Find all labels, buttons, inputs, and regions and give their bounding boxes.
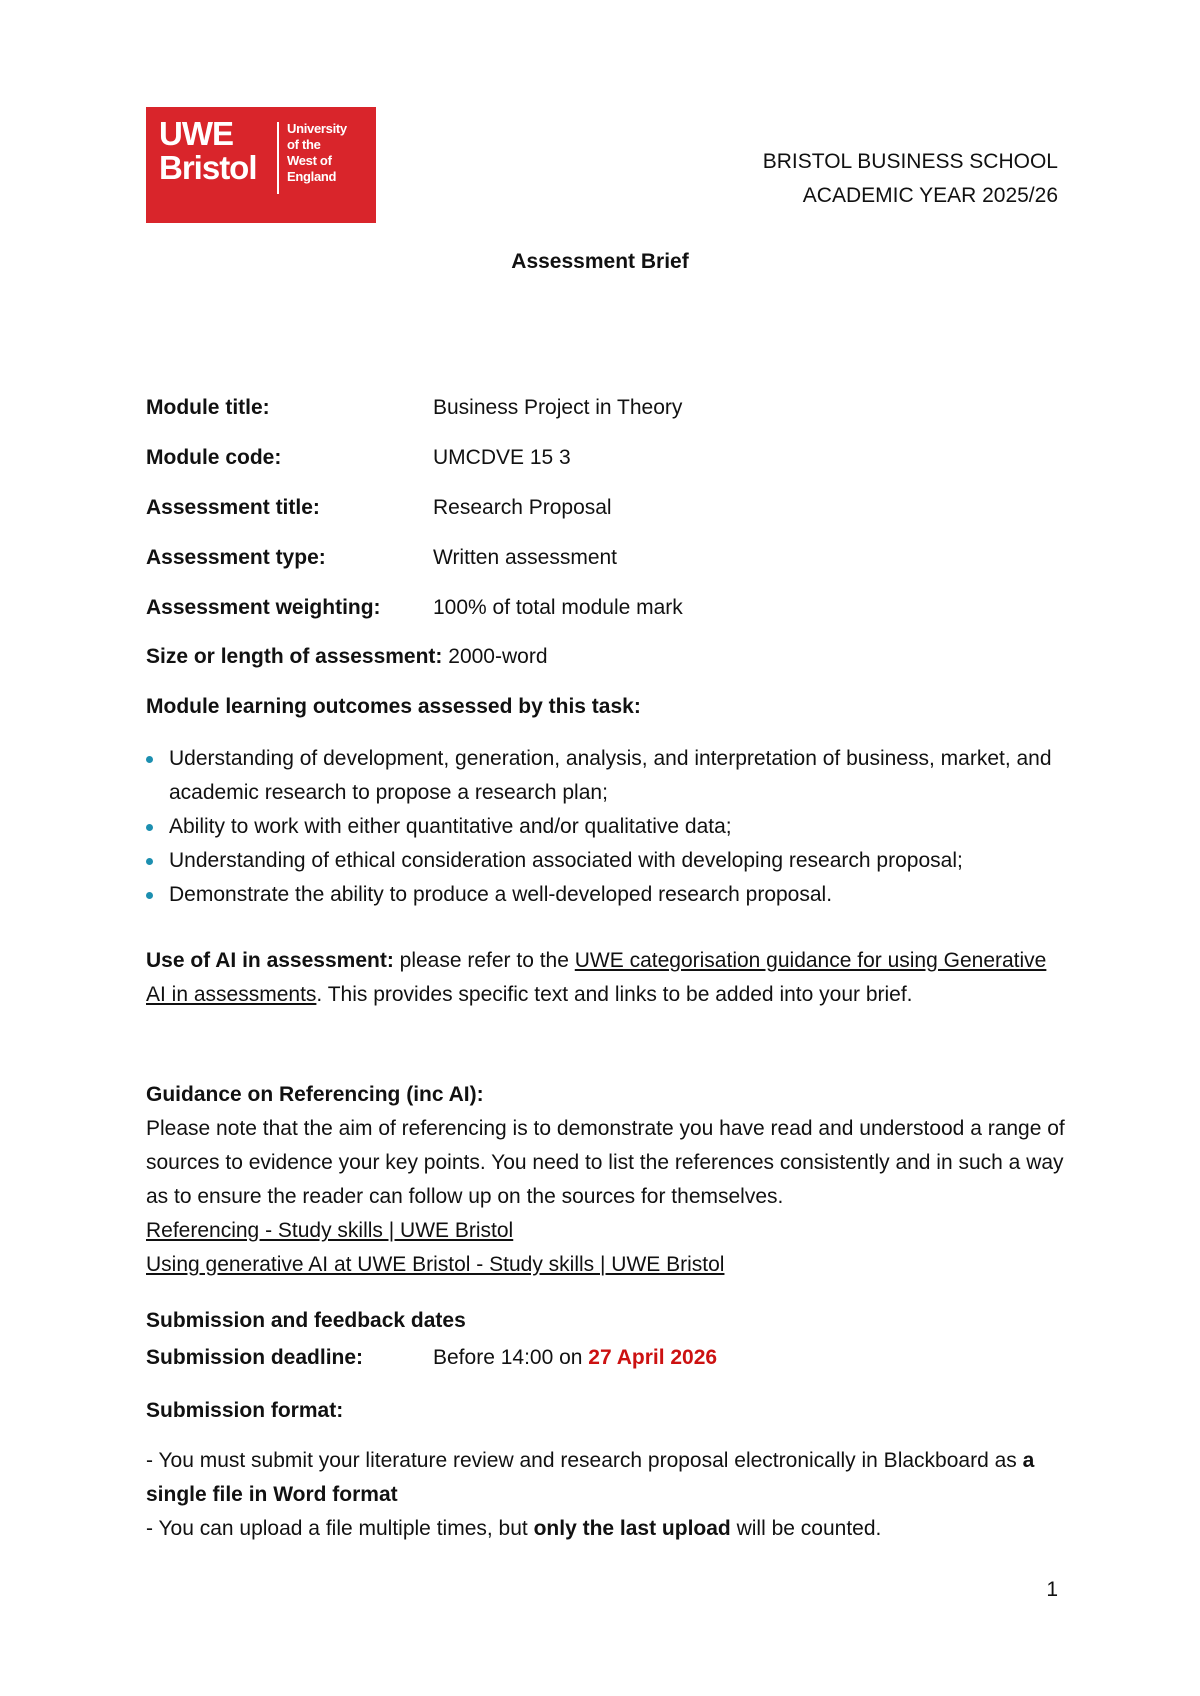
deadline-date: 27 April 2026 (588, 1346, 718, 1369)
page-title: Assessment Brief (511, 250, 689, 273)
document-page: UWE Bristol University of the West of England BRISTOL BUSINESS SCHOOL ACADEMIC YEAR 2025/26 Assessment Brief Module title: Business Project in Theory Module code: UMCDVE 15 3 Assessment title: Research Proposal Assessment type: Written assessment Assessment weighting: 100% of total module mark Size or length of assessment: 2000-word Module learning outcomes assessed by this task: Uderstanding of development, generation, analysis, and interpretation of business, market, and academic research to propose a research plan; Ability to work with either quantitative and/or qualitative data; Understanding of ethical consideration associated with developing research proposal; Demonstrate the ability to produce a well-developed research proposal. Use of AI in assessment: please refer to the UWE categorisation guidance for using Generative AI in assessments. This provides specific text and links to be added into your brief. Guidance on Referencing (inc AI): Please note that the aim of referencing is to demonstrate you have read and understood a range of sources to evidence your key points. You need to list the references consistently and in such a way as to ensure the reader can follow up on the sources for themselves. Referencing - Study skills | UWE Bristol Using generative AI at UWE Bristol - Study skills | UWE Bristol Submission and feedback dates Submission deadline: Before 14:00 on 27 April 2026 Submission format: - You must submit your literature review and research proposal electronically in Blackboard as a single file in Word format - You can upload a file multiple times, but only the last upload will be counted. 1 (0, 0, 1200, 1696)
outcomes-heading: Module learning outcomes assessed by this task: (146, 695, 641, 718)
list-item: Demonstrate the ability to produce a well-developed research proposal. (146, 878, 1066, 912)
submission-format-heading: Submission format: (146, 1399, 344, 1422)
logo-wordmark: UWE Bristol (159, 115, 257, 186)
logo-divider (277, 122, 279, 194)
generative-ai-link[interactable]: Using generative AI at UWE Bristol - Study skills | UWE Bristol (146, 1253, 725, 1276)
referencing-link[interactable]: Referencing - Study skills | UWE Bristol (146, 1219, 514, 1242)
school-header (763, 145, 1058, 213)
outcomes-list (146, 742, 1066, 912)
submission-heading: Submission and feedback dates (146, 1309, 466, 1332)
submission-format-line-1: - You must submit your literature review and research proposal electronically in Blackboard as a single file in Word format (146, 1449, 1035, 1506)
uwe-bristol-logo (146, 107, 376, 223)
list-item: Understanding of ethical consideration associated with developing research proposal; (146, 844, 1066, 878)
bullet-icon (146, 824, 153, 831)
page-number: 1 (1046, 1578, 1058, 1601)
bullet-icon (146, 756, 153, 763)
referencing-heading: Guidance on Referencing (inc AI): (146, 1083, 484, 1106)
logo-subtitle: University of the West of England (287, 121, 347, 184)
ai-guidance-link[interactable]: UWE categorisation guidance for using Generative AI in assessments (146, 949, 1047, 1006)
academic-year: ACADEMIC YEAR 2025/26 (802, 184, 1058, 207)
bullet-icon (146, 858, 153, 865)
submission-format-line-2: - You can upload a file multiple times, but only the last upload will be counted. (146, 1517, 882, 1540)
size-of-assessment: Size or length of assessment: 2000-word (146, 645, 548, 668)
school-name: BRISTOL BUSINESS SCHOOL (762, 150, 1058, 173)
referencing-body: Please note that the aim of referencing is to demonstrate you have read and understood a range of sources to evidence your key points. You need to list the references consistently and in such a way as to ensure the reader can follow up on the sources for themselves. (146, 1117, 1065, 1208)
ai-paragraph: Use of AI in assessment: please refer to the UWE categorisation guidance for using Generative AI in assessments. This provides specific text and links to be added into your brief. (146, 949, 1047, 1006)
bullet-icon (146, 892, 153, 899)
list-item: Ability to work with either quantitative and/or qualitative data; (146, 810, 1066, 844)
list-item: Uderstanding of development, generation, analysis, and interpretation of business, market, and academic research to propose a research plan; (146, 742, 1066, 810)
